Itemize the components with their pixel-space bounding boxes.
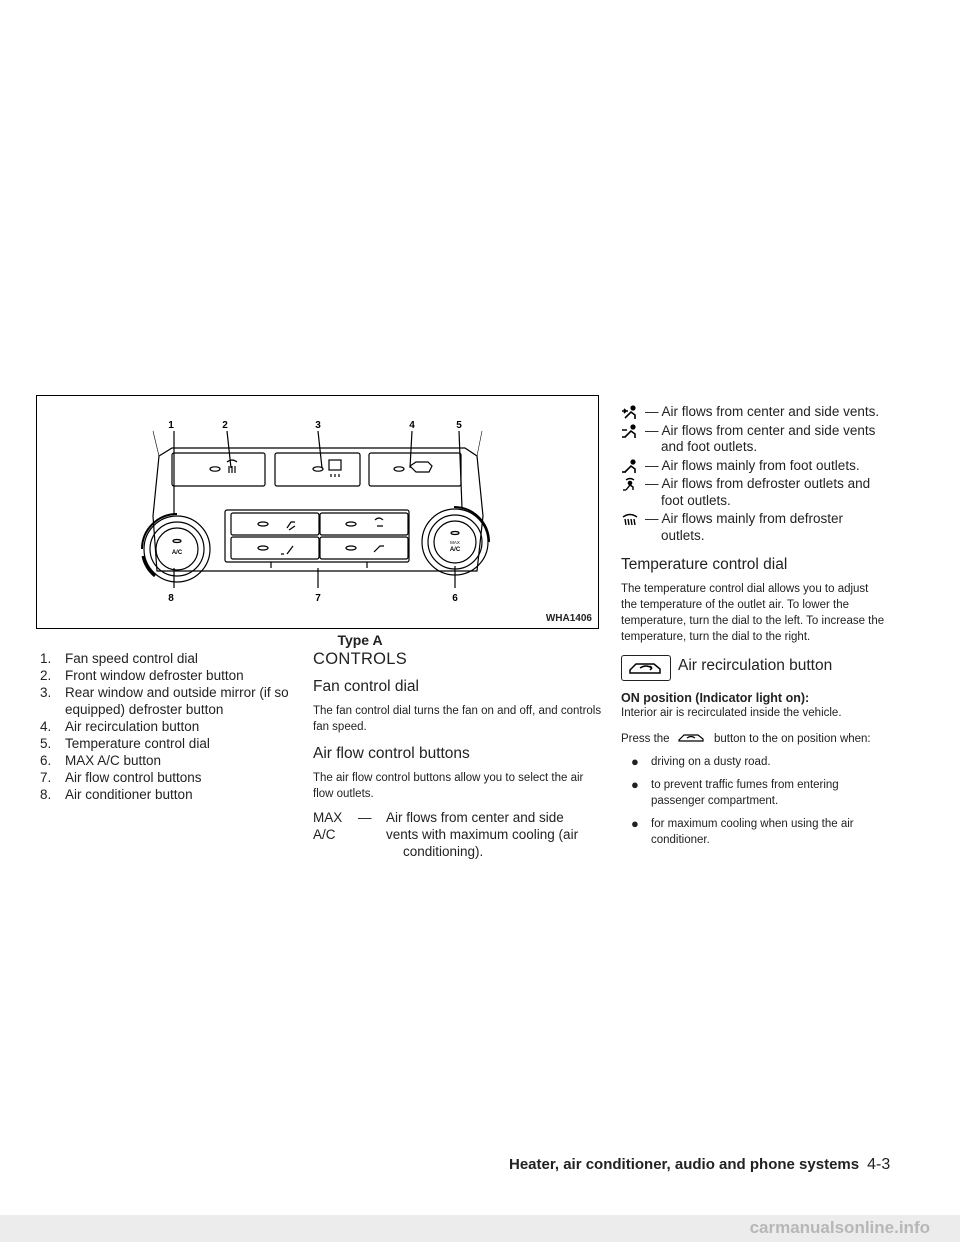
list-item: 2. Front window defroster button <box>40 668 244 683</box>
page-number: 4-3 <box>867 1156 891 1173</box>
list-item: — Air flows mainly from defroster outlets. <box>621 511 887 544</box>
recirc-heading-row <box>621 655 887 683</box>
callout-3: 3 <box>315 420 321 431</box>
list-item: 3. Rear window and outside mirror (if so equipped) defroster button <box>40 685 289 717</box>
footer-section: Heater, air conditioner, audio and phone systems <box>509 1156 860 1173</box>
fan-dial-text: The fan control dial turns the fan on and off, and controls fan speed. <box>313 705 602 733</box>
list-item: 1. Fan speed control dial <box>40 651 198 666</box>
recirc-inline-icon <box>675 730 709 744</box>
list-item: ● driving on a dusty road. <box>631 754 771 769</box>
temperature-heading: Temperature control dial <box>621 556 788 573</box>
fan-dial-heading: Fan control dial <box>313 678 419 695</box>
defrost-foot-mode-icon <box>621 477 639 492</box>
defrost-mode-icon <box>621 512 639 527</box>
callout-6: 6 <box>452 593 458 604</box>
airflow-heading: Air flow control buttons <box>313 745 470 762</box>
list-item: 6. MAX A/C button <box>40 753 162 768</box>
figure-caption: Type A <box>337 632 383 648</box>
max-label-1: MAX <box>313 810 343 825</box>
max-dash: — <box>358 810 372 825</box>
airflow-modes-list <box>621 404 887 848</box>
list-item: 8. Air conditioner button <box>40 787 193 802</box>
max-text-3: conditioning). <box>403 844 484 859</box>
max-label-2: A/C <box>313 827 336 842</box>
list-item: ● for maximum cooling when using the air conditioner. <box>631 816 854 846</box>
callout-5: 5 <box>456 420 462 431</box>
recirc-heading: Air recirculation button <box>678 657 833 674</box>
bi-level-mode-icon <box>621 424 639 439</box>
list-item: — Air flows from defroster outlets and foot outlets. <box>621 476 887 509</box>
on-position-heading: ON position (Indicator light on): <box>621 691 810 705</box>
callout-1: 1 <box>168 420 174 431</box>
page-footer <box>509 1156 960 1174</box>
list-item: — Air flows from center and side vents and foot outlets. <box>621 423 887 456</box>
dial-right-top: MAX <box>450 540 460 545</box>
airflow-text: The air flow control buttons allow you to select the air flow outlets. <box>313 772 584 800</box>
list-item: ● to prevent traffic fumes from entering passenger compartment. <box>631 777 839 807</box>
dial-right-label: A/C <box>449 547 461 553</box>
figure-code: WHA1406 <box>545 613 592 624</box>
callout-4: 4 <box>409 420 415 431</box>
watermark-text[interactable]: carmanualsonline.info <box>749 1218 930 1237</box>
vent-mode-icon <box>621 405 639 420</box>
temperature-text: The temperature control dial allows you to adjust the temperature of the outlet air. To lower the temperature, turn the dial to the left. To increase the temperature, turn the dial to the right. <box>621 583 885 643</box>
list-item: 7. Air flow control buttons <box>40 770 202 785</box>
callout-8: 8 <box>168 593 174 604</box>
list-item: — Air flows from center and side vents. <box>621 404 887 421</box>
climate-panel-diagram <box>37 396 597 627</box>
section-title: CONTROLS <box>313 650 408 668</box>
callout-2: 2 <box>222 420 228 431</box>
foot-mode-icon <box>621 459 639 474</box>
press-instruction: Press the button to the on position when: <box>621 730 887 747</box>
control-panel-figure <box>36 395 599 629</box>
watermark-bar <box>0 1215 960 1242</box>
list-item: 4. Air recirculation button <box>40 719 200 734</box>
car-recirculation-icon <box>622 656 669 679</box>
callout-legend <box>40 650 305 803</box>
max-text-1: Air flows from center and side <box>386 810 564 825</box>
on-position-text: Interior air is recirculated inside the vehicle. <box>621 707 842 719</box>
controls-section <box>313 650 605 862</box>
callout-7: 7 <box>315 593 321 604</box>
list-item: — Air flows mainly from foot outlets. <box>621 458 887 475</box>
recirc-button-icon <box>621 655 671 681</box>
list-item: 5. Temperature control dial <box>40 736 210 751</box>
dial-left-label: A/C <box>171 550 183 556</box>
max-ac-description <box>313 810 605 862</box>
max-text-2: vents with maximum cooling (air <box>386 827 579 842</box>
